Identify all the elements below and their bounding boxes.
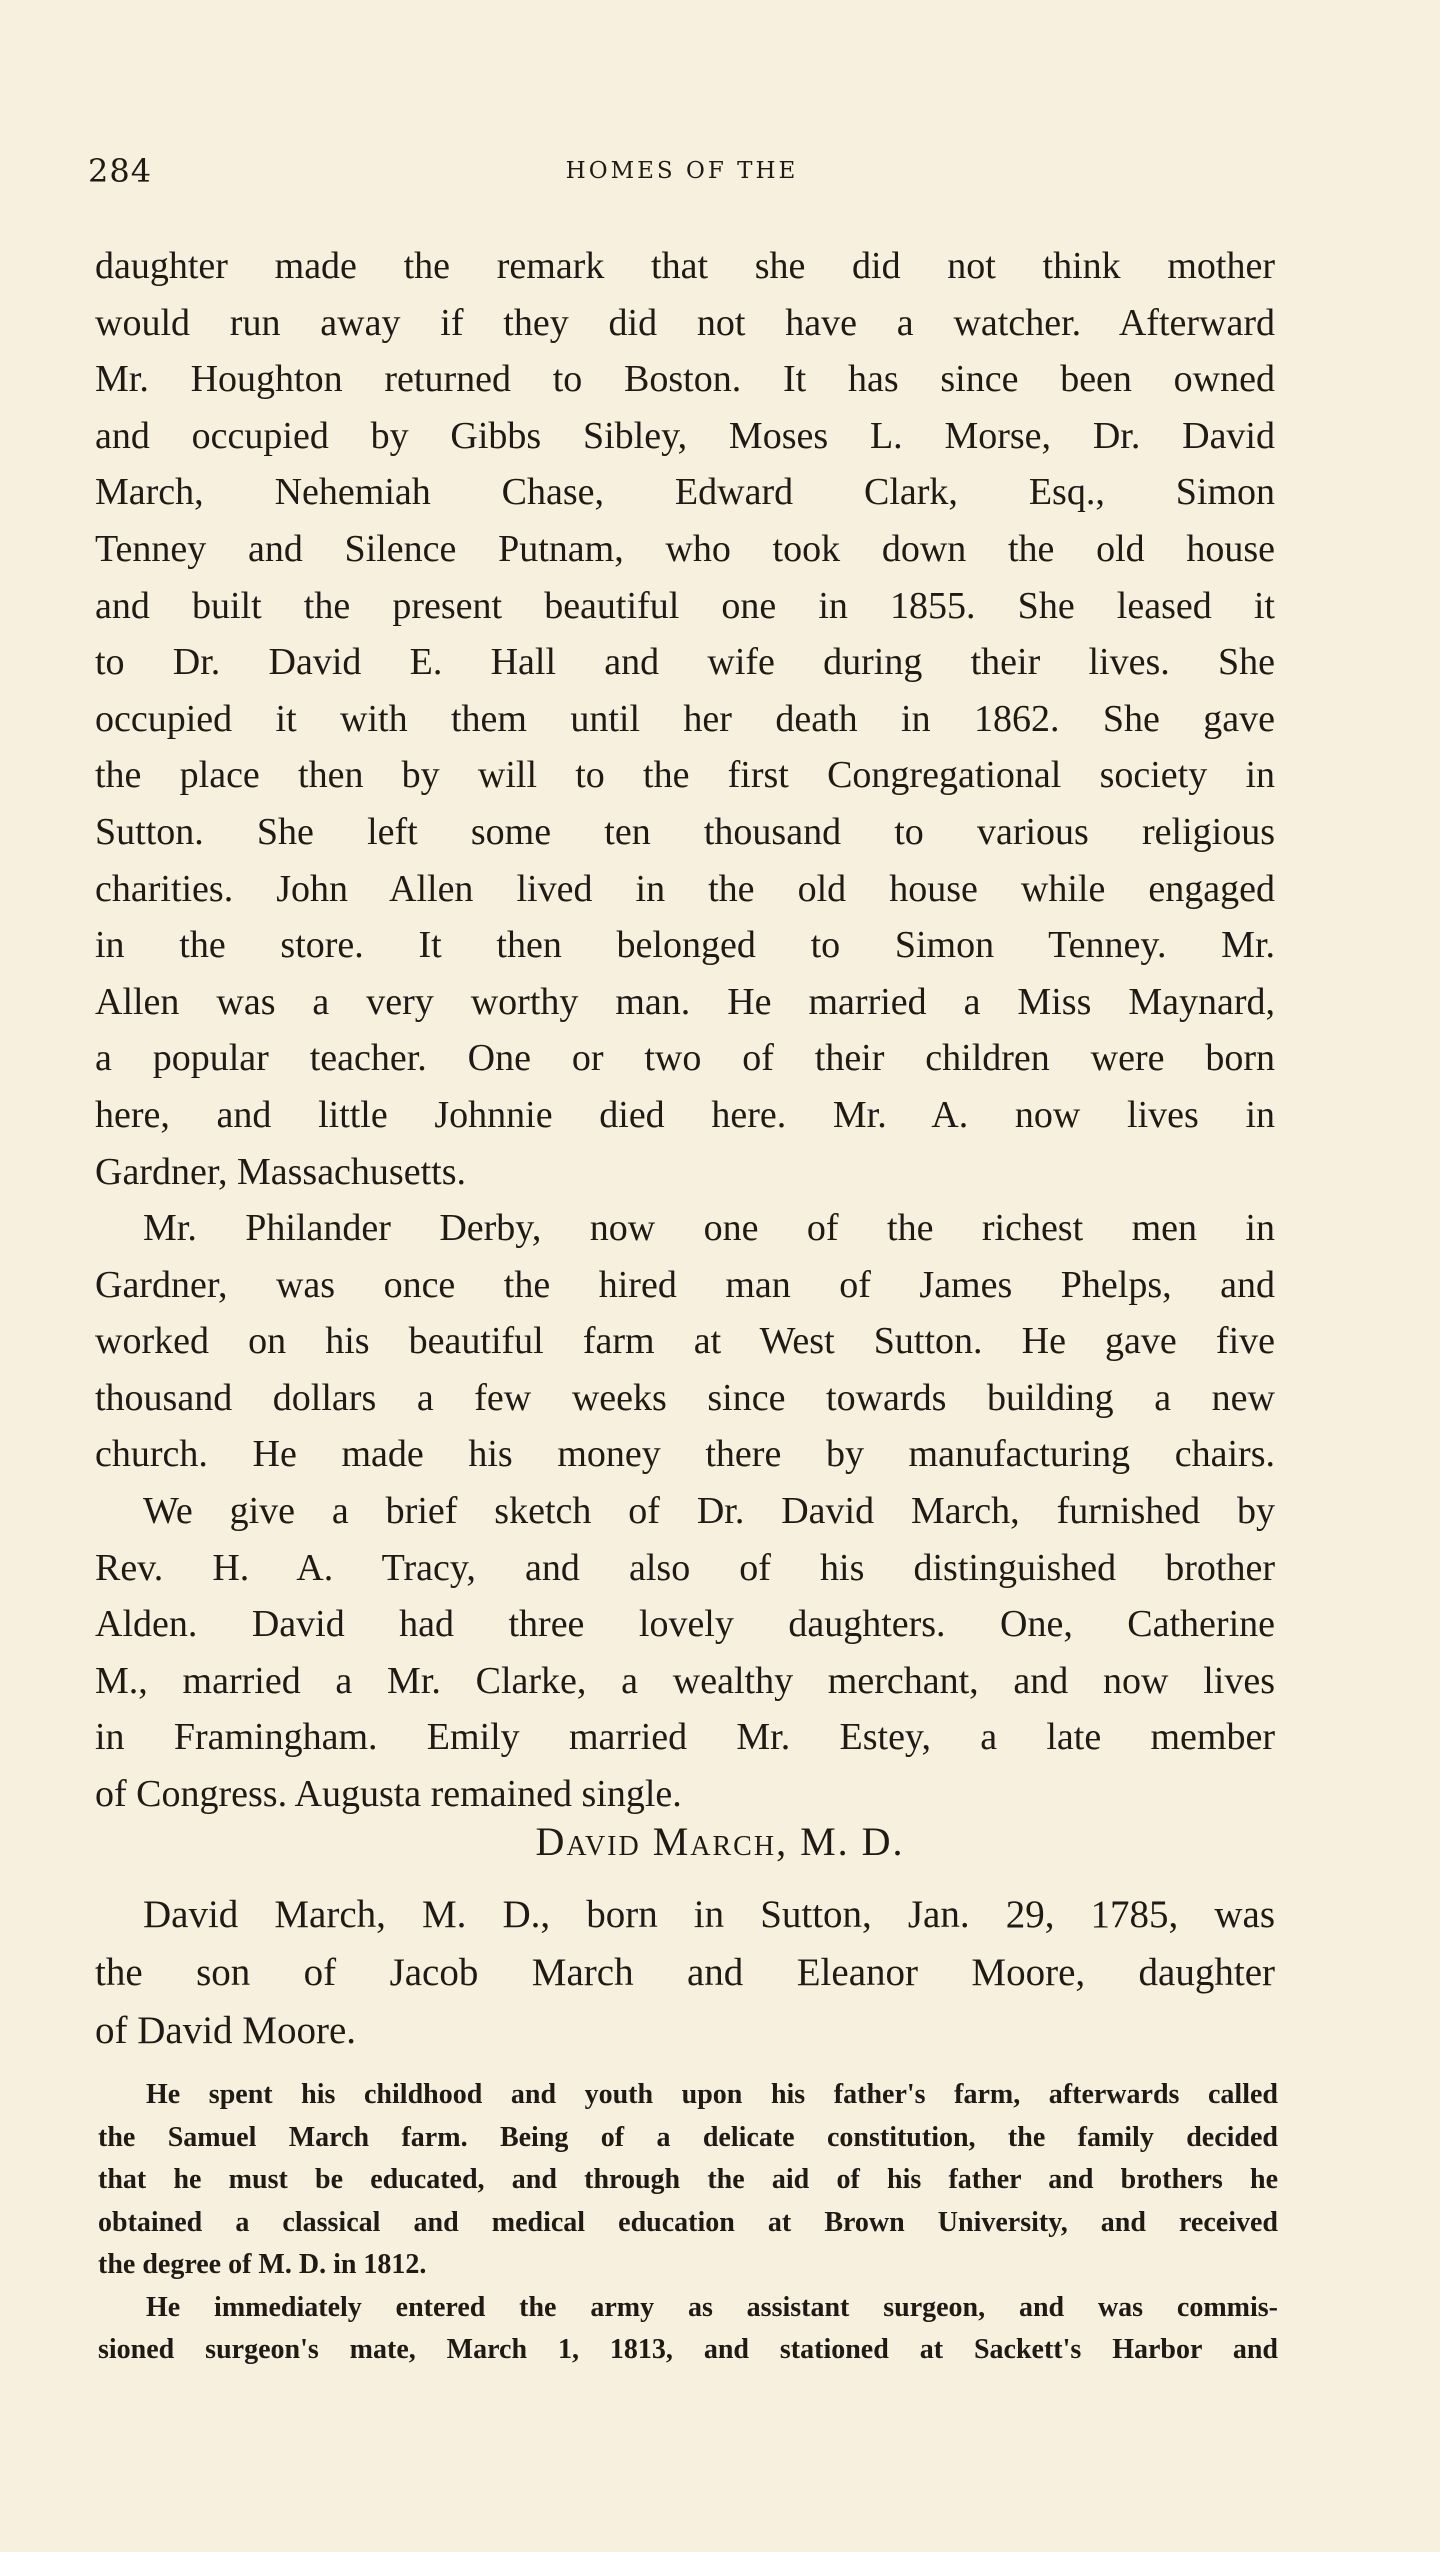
text-line: church. He made his money there by manufacturing chairs. bbox=[95, 1433, 1275, 1476]
text-line: the place then by will to the first Congregational society in bbox=[95, 754, 1275, 797]
text-line: Rev. H. A. Tracy, and also of his distinguished brother bbox=[95, 1546, 1275, 1589]
small-text-line: that he must be educated, and through the aid of his father and brothers he bbox=[98, 2164, 1278, 2195]
text-line: and built the present beautiful one in 1855. She leased it bbox=[95, 584, 1275, 627]
text-line: of Congress. Augusta remained single. bbox=[95, 1773, 682, 1816]
intro-paragraph bbox=[95, 1886, 1275, 2060]
page-header bbox=[88, 152, 1276, 192]
body-text bbox=[95, 238, 1275, 1823]
text-line: occupied it with them until her death in 1862. She gave bbox=[95, 697, 1275, 740]
small-print-text bbox=[98, 2074, 1278, 2372]
text-line: Gardner, Massachusetts. bbox=[95, 1150, 466, 1193]
small-text-line: He spent his childhood and youth upon his father's farm, afterwards called bbox=[146, 2079, 1278, 2110]
small-text-line: sioned surgeon's mate, March 1, 1813, and stationed at Sackett's Harbor and bbox=[98, 2334, 1278, 2365]
small-text-line: the Samuel March farm. Being of a delicate constitution, the family decided bbox=[98, 2121, 1278, 2153]
text-line: We give a brief sketch of Dr. David March, furnished by bbox=[143, 1490, 1275, 1533]
text-line: to Dr. David E. Hall and wife during their lives. She bbox=[95, 641, 1275, 684]
section-heading-text: David March, M. D. bbox=[535, 1819, 905, 1864]
text-line: Allen was a very worthy man. He married a Miss Maynard, bbox=[95, 980, 1275, 1023]
text-line: M., married a Mr. Clarke, a wealthy merchant, and now lives bbox=[95, 1659, 1275, 1702]
text-line: Mr. Houghton returned to Boston. It has since been owned bbox=[95, 358, 1275, 401]
text-line: Mr. Philander Derby, now one of the richest men in bbox=[143, 1207, 1275, 1250]
text-line: a popular teacher. One or two of their children were born bbox=[95, 1037, 1275, 1080]
text-line: Sutton. She left some ten thousand to various religious bbox=[95, 810, 1275, 853]
small-text-line: the degree of M. D. in 1812. bbox=[98, 2249, 427, 2280]
small-text-line: He immediately entered the army as assistant surgeon, and was commis- bbox=[146, 2291, 1278, 2323]
text-line: March, Nehemiah Chase, Edward Clark, Esq., Simon bbox=[95, 471, 1275, 514]
text-line: would run away if they did not have a watcher. Afterward bbox=[95, 301, 1275, 344]
text-line: the son of Jacob March and Eleanor Moore, daughter bbox=[95, 1951, 1275, 1994]
text-line: David March, M. D., born in Sutton, Jan. 29, 1785, was bbox=[143, 1893, 1275, 1936]
text-line: in Framingham. Emily married Mr. Estey, a late member bbox=[95, 1716, 1275, 1759]
text-line: in the store. It then belonged to Simon Tenney. Mr. bbox=[95, 924, 1275, 967]
page-number: 284 bbox=[88, 152, 153, 190]
running-head: HOMES OF THE bbox=[565, 158, 799, 184]
section-heading bbox=[0, 1818, 1440, 1865]
text-line: thousand dollars a few weeks since towards building a new bbox=[95, 1376, 1275, 1419]
text-line: Alden. David had three lovely daughters. One, Catherine bbox=[95, 1603, 1275, 1646]
text-line: and occupied by Gibbs Sibley, Moses L. Morse, Dr. David bbox=[95, 414, 1275, 457]
small-text-line: obtained a classical and medical education at Brown University, and received bbox=[98, 2206, 1278, 2238]
text-line: here, and little Johnnie died here. Mr. A. now lives in bbox=[95, 1093, 1275, 1136]
text-line: of David Moore. bbox=[95, 2009, 357, 2052]
text-line: Tenney and Silence Putnam, who took down the old house bbox=[95, 527, 1275, 570]
text-line: Gardner, was once the hired man of James Phelps, and bbox=[95, 1263, 1275, 1306]
text-line: worked on his beautiful farm at West Sutton. He gave five bbox=[95, 1320, 1275, 1363]
text-line: charities. John Allen lived in the old house while engaged bbox=[95, 867, 1275, 910]
text-line: daughter made the remark that she did not think mother bbox=[95, 245, 1275, 287]
